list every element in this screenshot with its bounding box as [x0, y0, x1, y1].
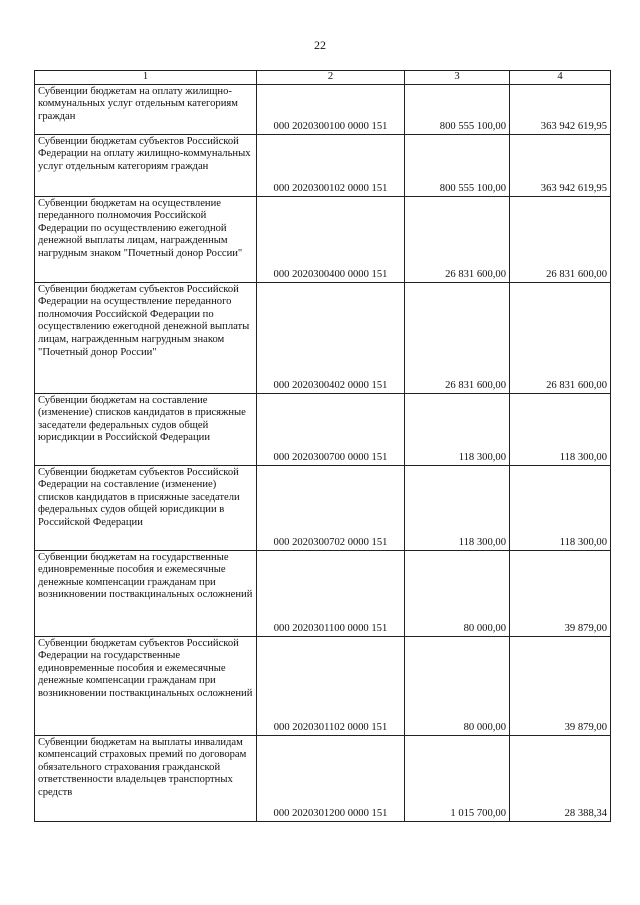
table-row: [35, 134, 611, 196]
column-header-3: 3: [405, 71, 510, 85]
row-col3: 26 831 600,00: [405, 196, 510, 282]
row-col4: 39 879,00: [510, 550, 611, 636]
row-col3: 118 300,00: [405, 393, 510, 465]
table-row: [35, 636, 611, 735]
table-row: [35, 196, 611, 282]
row-name: Субвенции бюджетам субъектов Российской Федерации на составление (изменение) списков кандидатов в присяжные заседатели федеральных судов общей юрисдикции в Российской Федерации: [35, 465, 257, 550]
row-col3: 80 000,00: [405, 636, 510, 735]
row-code: 000 2020300700 0000 151: [257, 393, 405, 465]
row-name: Субвенции бюджетам субъектов Российской Федерации на оплату жилищно-коммунальных услуг отдельным категориям граждан: [35, 134, 257, 196]
budget-table: [34, 70, 611, 822]
row-col4: 118 300,00: [510, 393, 611, 465]
table-row: [35, 282, 611, 393]
row-col4: 28 388,34: [510, 735, 611, 821]
column-header-4: 4: [510, 71, 611, 85]
row-name: Субвенции бюджетам на составление (изменение) списков кандидатов в присяжные заседатели федеральных судов общей юрисдикции в Российской Федерации: [35, 393, 257, 465]
row-code: 000 2020300402 0000 151: [257, 282, 405, 393]
header-row: [35, 71, 611, 85]
table-row: [35, 465, 611, 550]
row-col3: 26 831 600,00: [405, 282, 510, 393]
row-code: 000 2020301102 0000 151: [257, 636, 405, 735]
row-name: Субвенции бюджетам на осуществление переданного полномочия Российской Федерации по осуществлению ежегодной денежной выплаты лицам, награжденным нагрудным знаком "Почетный донор России": [35, 196, 257, 282]
row-col4: 26 831 600,00: [510, 282, 611, 393]
table-header: [35, 71, 611, 85]
table-body: [35, 84, 611, 821]
row-name: Субвенции бюджетам на выплаты инвалидам компенсаций страховых премий по договорам обязательного страхования гражданской ответственности владельцев транспортных средств: [35, 735, 257, 821]
page-number: 22: [314, 38, 326, 52]
row-col3: 800 555 100,00: [405, 134, 510, 196]
table-row: [35, 735, 611, 821]
table-row: [35, 393, 611, 465]
row-code: 000 2020300702 0000 151: [257, 465, 405, 550]
row-col4: 26 831 600,00: [510, 196, 611, 282]
row-code: 000 2020301200 0000 151: [257, 735, 405, 821]
row-code: 000 2020301100 0000 151: [257, 550, 405, 636]
column-header-1: 1: [35, 71, 257, 85]
row-col3: 80 000,00: [405, 550, 510, 636]
row-col4: 118 300,00: [510, 465, 611, 550]
row-col4: 363 942 619,95: [510, 134, 611, 196]
table-row: [35, 84, 611, 134]
row-col3: 1 015 700,00: [405, 735, 510, 821]
column-header-2: 2: [257, 71, 405, 85]
row-code: 000 2020300102 0000 151: [257, 134, 405, 196]
row-col4: 39 879,00: [510, 636, 611, 735]
row-name: Субвенции бюджетам субъектов Российской Федерации на осуществление переданного полномочия Российской Федерации по осуществлению ежегодной денежной выплаты лицам, награжденным нагрудным знаком "Почетный донор России": [35, 282, 257, 393]
row-col4: 363 942 619,95: [510, 84, 611, 134]
table-row: [35, 550, 611, 636]
row-code: 000 2020300100 0000 151: [257, 84, 405, 134]
row-name: Субвенции бюджетам субъектов Российской Федерации на государственные единовременные пособия и ежемесячные денежные компенсации гражданам при возникновении поствакцинальных осложнений: [35, 636, 257, 735]
row-name: Субвенции бюджетам на оплату жилищно-коммунальных услуг отдельным категориям граждан: [35, 84, 257, 134]
row-code: 000 2020300400 0000 151: [257, 196, 405, 282]
row-col3: 800 555 100,00: [405, 84, 510, 134]
row-name: Субвенции бюджетам на государственные единовременные пособия и ежемесячные денежные компенсации гражданам при возникновении поствакцинальных осложнений: [35, 550, 257, 636]
row-col3: 118 300,00: [405, 465, 510, 550]
